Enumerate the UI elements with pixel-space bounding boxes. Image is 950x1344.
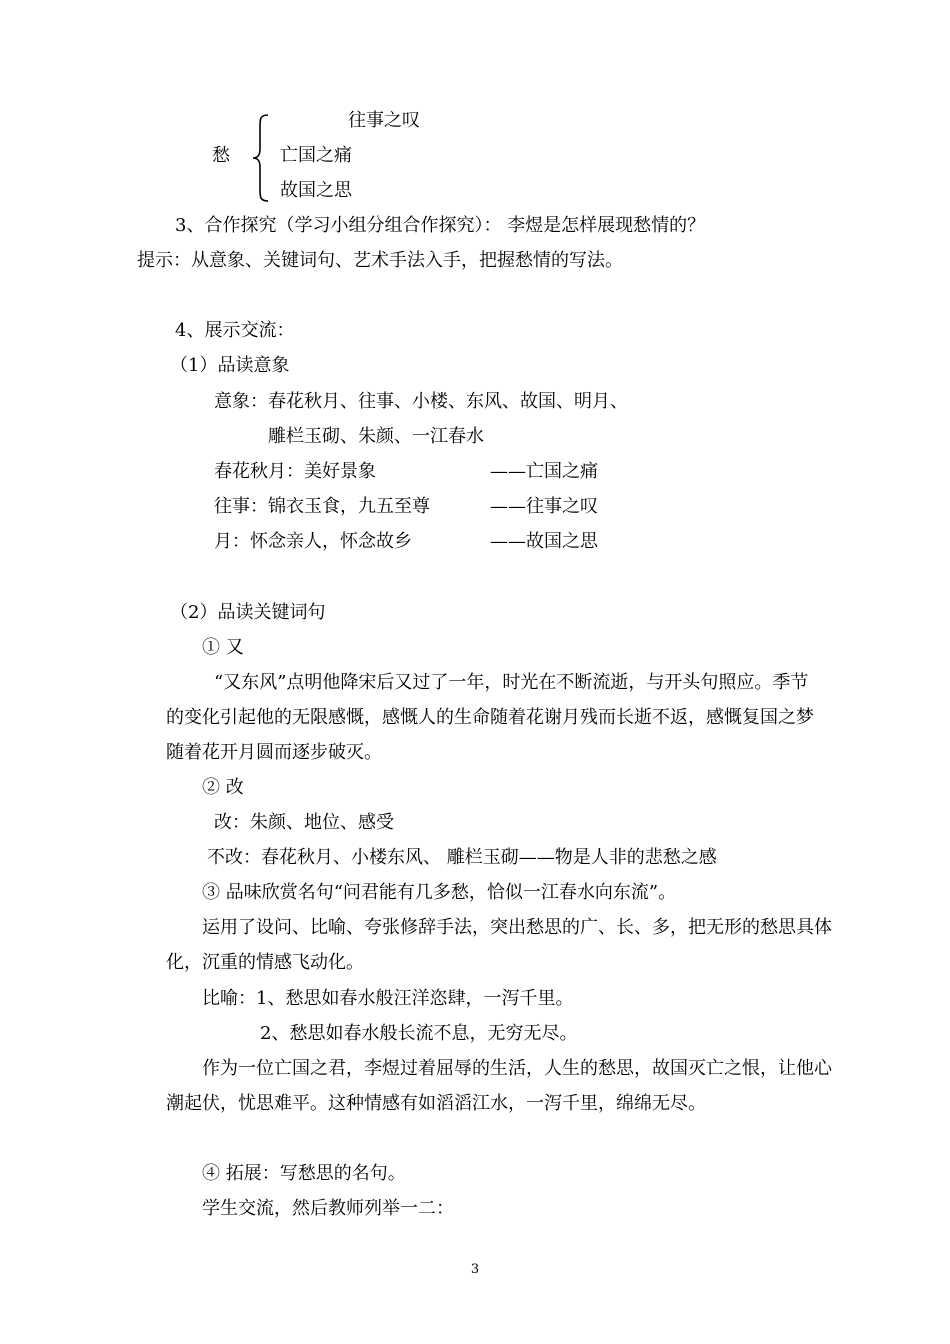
item-you-title: ① 又 (202, 637, 244, 658)
bugai-line: 不改：春花秋月、小楼东风、 雕栏玉砌——物是人非的悲愁之感 (207, 847, 717, 868)
part-2-title: （2）品读关键词句 (170, 602, 326, 623)
imagery-pair-left: 往事：锦衣玉食，九五至尊 (214, 496, 430, 517)
imagery-line: 意象：春花秋月、往事、小楼、东风、故国、明月、 (214, 391, 628, 412)
expand-title: ④ 拓展：写愁思的名句。 (202, 1163, 406, 1184)
section-3-title: 3、合作探究（学习小组分组合作探究）： 李煜是怎样展现愁情的？ (175, 215, 706, 236)
bracket-item: 往事之叹 (348, 110, 420, 131)
paragraph-line: 的变化引起他的无限感慨，感慨人的生命随着花谢月残而长逝不返，感慨复国之梦 (166, 707, 814, 728)
paragraph-line: 潮起伏，忧思难平。这种情感有如滔滔江水，一泻千里，绵绵无尽。 (166, 1093, 706, 1114)
paragraph-line: 作为一位亡国之君，李煜过着屈辱的生活，人生的愁思，故国灭亡之恨，让他心 (202, 1058, 832, 1079)
gai-line: 改：朱颜、地位、感受 (214, 812, 394, 833)
paragraph-line: 随着花开月圆而逐步破灭。 (166, 742, 382, 763)
bracket-head: 愁 (212, 145, 230, 166)
curly-brace-icon (250, 113, 272, 203)
imagery-pair-right: ——亡国之痛 (490, 461, 598, 482)
appreciate-title: ③ 品味欣赏名句“问君能有几多愁，恰似一江春水向东流”。 (202, 882, 677, 903)
paragraph-line: 运用了设问、比喻、夸张修辞手法，突出愁思的广、长、多，把无形的愁思具体 (202, 917, 832, 938)
metaphor-line: 2、愁思如春水般长流不息，无穷无尽。 (260, 1023, 578, 1044)
bracket-item: 故国之思 (280, 180, 352, 201)
imagery-pair-right: ——往事之叹 (490, 496, 598, 517)
item-gai-title: ② 改 (202, 777, 244, 798)
paragraph-line: 化，沉重的情感飞动化。 (166, 952, 364, 973)
expand-line: 学生交流，然后教师列举一二： (202, 1198, 454, 1219)
imagery-pair-right: ——故国之思 (490, 531, 598, 552)
imagery-pair-left: 春花秋月：美好景象 (214, 461, 376, 482)
imagery-line: 雕栏玉砌、朱颜、一江春水 (268, 426, 484, 447)
imagery-pair-left: 月：怀念亲人，怀念故乡 (214, 531, 412, 552)
section-3-hint: 提示：从意象、关键词句、艺术手法入手，把握愁情的写法。 (137, 250, 623, 271)
bracket-item: 亡国之痛 (280, 145, 352, 166)
metaphor-line: 比喻：1、愁思如春水般汪洋恣肆，一泻千里。 (202, 988, 574, 1009)
paragraph-line: “又东风”点明他降宋后又过了一年，时光在不断流逝，与开头句照应。季节 (214, 672, 809, 693)
page-number: 3 (470, 1262, 480, 1277)
section-4-title: 4、展示交流： (175, 320, 295, 341)
part-1-title: （1）品读意象 (170, 355, 290, 376)
